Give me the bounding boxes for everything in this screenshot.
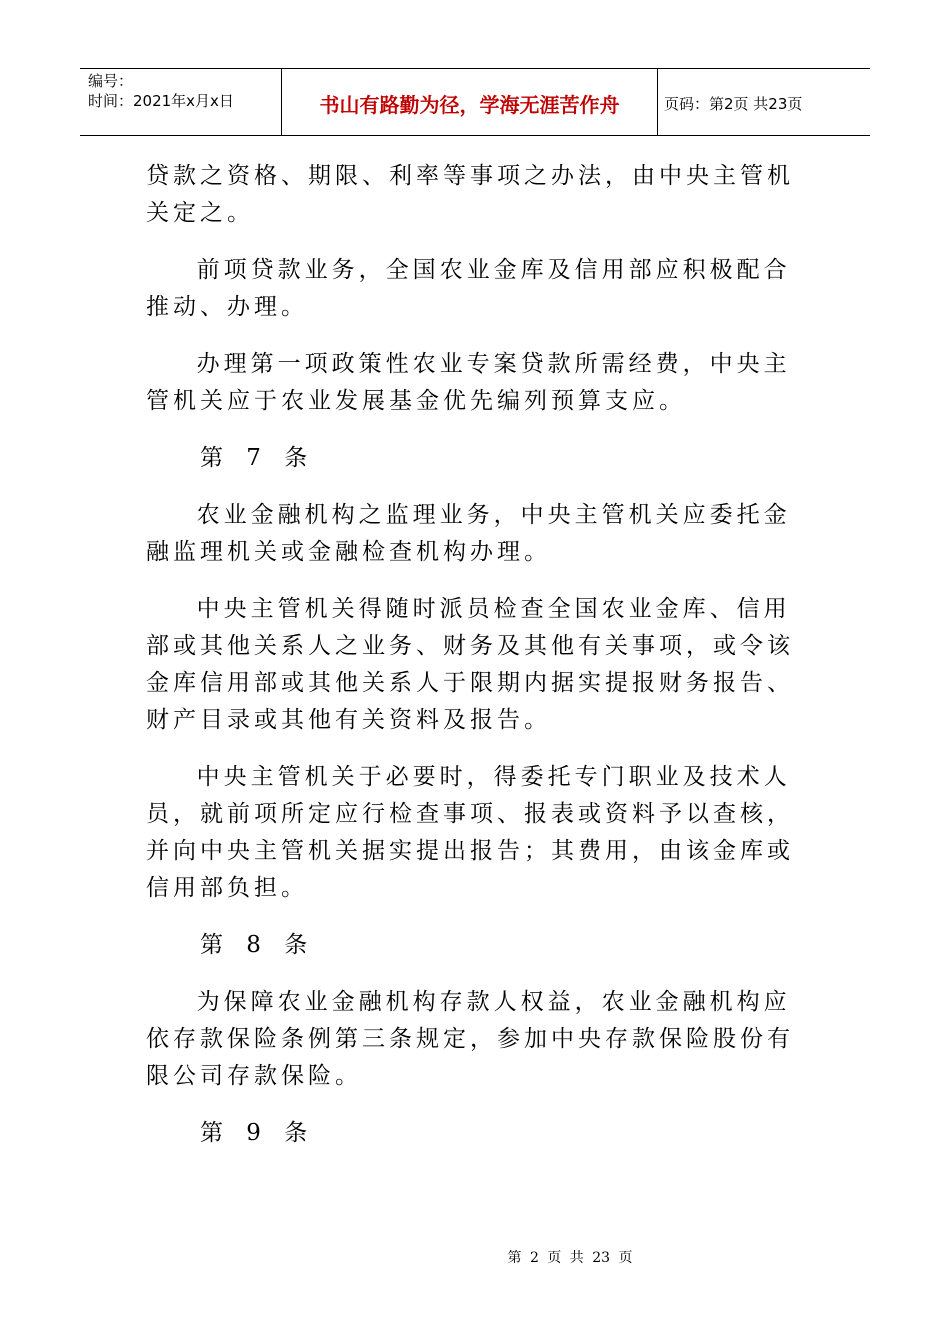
header-page-info: 页码：第2页 共23页 [664,94,803,113]
header-meta [80,69,282,135]
paragraph: 办理第一项政策性农业专案贷款所需经费，中央主管机关应于农业发展基金优先编列预算支应。 [146,351,791,414]
document-number-label: 编号： [88,72,134,90]
article-heading: 第 7 条 [200,445,312,471]
paragraph: 中央主管机关得随时派员检查全国农业金库、信用部或其他关系人之业务、财务及其他有关事项，或令该金库信用部或其他关系人于限期内据实提报财务报告、财产目录或其他有关资料及报告。 [146,596,794,733]
article-heading: 第 8 条 [200,932,312,958]
paragraph: 为保障农业金融机构存款人权益，农业金融机构应依存款保险条例第三条规定，参加中央存款保险股份有限公司存款保险。 [146,989,794,1089]
paragraph: 贷款之资格、期限、利率等事项之办法，由中央主管机关定之。 [146,163,794,226]
header-motto: 书山有路勤为径，学海无涯苦作舟 [282,69,658,135]
paragraph: 前项贷款业务，全国农业金库及信用部应积极配合推动、办理。 [146,257,791,320]
paragraph: 中央主管机关于必要时，得委托专门职业及技术人员，就前项所定应行检查事项、报表或资料予以查核，并向中央主管机关据实提出报告；其费用，由该金库或信用部负担。 [146,764,794,901]
paragraph: 农业金融机构之监理业务，中央主管机关应委托金融监理机关或金融检查机构办理。 [146,502,791,565]
page-footer: 第 2 页 共 23 页 [507,1250,633,1266]
document-body [146,158,816,1172]
page-header [80,68,870,136]
article-heading: 第 9 条 [200,1120,312,1146]
document-time-label: 时间：2021年x月x日 [88,92,234,110]
